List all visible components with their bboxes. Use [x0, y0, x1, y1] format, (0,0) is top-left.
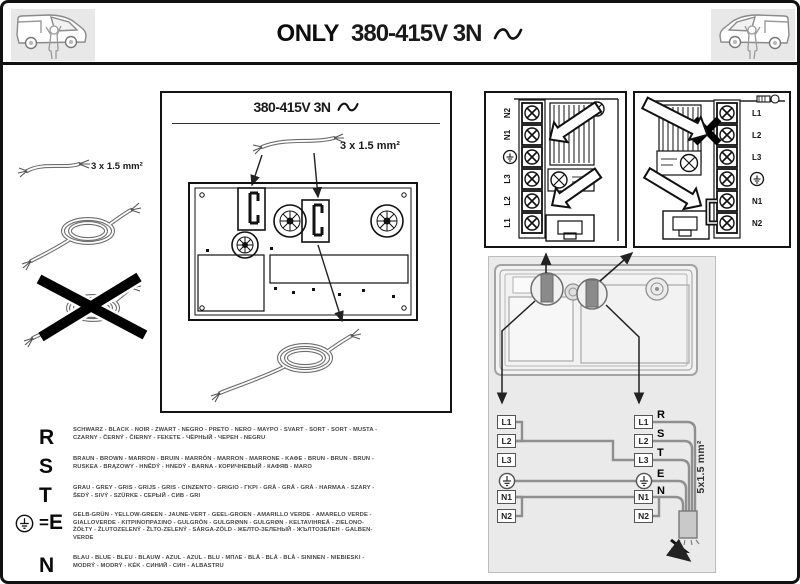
- supply-cable: [253, 134, 344, 154]
- terminal-label: L3: [752, 153, 762, 162]
- phase-label-T: T: [657, 447, 664, 459]
- color-names: BLAU - BLUE - BLEU - BLAUW - AZUL - AZUL - BLU - ΜΠΛΕ - BLÅ - BLÅ - BLÅ - SININEN - NIEBIESKI - MODRÝ - MODRÝ - KÉK - СИНИЙ - СИН - ALBASTRU: [73, 555, 365, 569]
- terminal-label: L1: [752, 109, 762, 118]
- title-voltage: 380-415V 3N: [351, 20, 482, 47]
- phase-label-R: R: [657, 409, 665, 421]
- phase-label-N: N: [657, 485, 665, 497]
- appliance-gray-drawing: [495, 265, 697, 375]
- earth-icon: [504, 151, 517, 164]
- color-key: S: [39, 455, 54, 478]
- terminal-box-1: [238, 188, 265, 230]
- color-key: R: [39, 426, 55, 449]
- junction-left-terminal-N1: N1: [497, 490, 516, 504]
- arrow-to-box1: [252, 155, 262, 185]
- left-cable-size-label: 3 x 1.5 mm²: [91, 161, 143, 172]
- junction-right-terminal-L3: L3: [634, 453, 653, 467]
- mains-cable-end: [677, 511, 699, 545]
- terminal-label: L2: [752, 131, 762, 140]
- cable-clamp: [546, 215, 594, 241]
- fan-motor-right: [371, 205, 403, 237]
- equals-sign: =: [39, 513, 49, 532]
- arrow-to-box2: [314, 153, 318, 197]
- junction-drawing: [489, 257, 717, 574]
- junction-right-terminal-L2: L2: [634, 434, 653, 448]
- terminal-detail-panel-left: [484, 91, 627, 248]
- center-cable-size-label: 3 x 1.5 mm²: [340, 140, 400, 152]
- earth-icon: [15, 514, 34, 533]
- center-install-panel: [160, 91, 452, 413]
- prohibited-x-icon: [39, 277, 145, 337]
- earth-icon: [498, 472, 516, 490]
- title-only: ONLY: [276, 20, 340, 47]
- wire-color-table: [9, 427, 471, 584]
- color-row-N: [9, 555, 471, 584]
- coiled-cable-figure: [22, 203, 141, 270]
- header: [3, 3, 797, 65]
- junction-right-terminal-N1: N1: [634, 490, 653, 504]
- center-voltage-label: 380-415V 3N: [253, 99, 331, 115]
- phase-label-S: S: [657, 428, 665, 440]
- terminal-block-drawing: [486, 93, 625, 246]
- terminal-label: L1: [503, 218, 512, 228]
- color-names: SCHWARZ - BLACK - NOIR - ZWART - NEGRO - PRETO - NERO - ΜΑΥΡΟ - SVART - SORT - SORT - MUSTA - CZARNY - ČERNÝ - ČIERNY - FEKETE - ЧЁРНЫЙ - ЧЕРЕН - NEGRU: [73, 427, 378, 441]
- center-panel-title: [162, 99, 450, 115]
- terminal-label: N1: [752, 197, 763, 206]
- color-names: BRAUN - BROWN - MARRON - BRUIN - MARRÓN - MARRON - MARRONE - ΚΑΦΕ - BRUN - BRUN - BRUN - RUSKEA - BRĄZOWY - HNĚDÝ - HNEDÝ - BARNA - КОРИЧНЕВЫЙ - КАФЯВ - MARO: [73, 456, 374, 470]
- color-key: T: [39, 484, 52, 507]
- color-row-T: [9, 485, 471, 512]
- crossed-cable-figure: [24, 277, 145, 347]
- color-row-E: [9, 512, 471, 555]
- relay-box: [657, 151, 701, 175]
- color-key: E: [48, 511, 63, 534]
- junction-left-terminal-L1: L1: [497, 415, 516, 429]
- color-row-S: [9, 456, 471, 485]
- straight-cable-figure: [18, 160, 90, 177]
- terminal-label: L3: [503, 174, 512, 184]
- junction-panel: [488, 256, 716, 573]
- color-key: N: [39, 554, 55, 577]
- terminal-label: N1: [503, 129, 512, 141]
- terminal-detail-panel-right: [633, 91, 791, 248]
- junction-left-terminal-L3: L3: [497, 453, 516, 467]
- terminal-label: L2: [503, 196, 512, 206]
- earth-icon: [751, 173, 764, 186]
- mains-cable-size-label: 5x1.5 mm²: [695, 440, 707, 494]
- color-row-R: [9, 427, 471, 456]
- page-title: [3, 3, 797, 65]
- title-rule: [172, 123, 440, 124]
- earth-icon: [635, 472, 653, 490]
- fan-motor-small: [232, 232, 258, 258]
- appliance-underside-drawing: [162, 125, 450, 413]
- junction-right-terminal-L1: L1: [634, 415, 653, 429]
- terminal-block-drawing: [635, 93, 789, 246]
- color-names: GRAU - GREY - GRIS - GRIJS - GRIS - CINZENTO - GRIGIO - ΓΚΡΙ - GRÅ - GRÅ - GRÅ - HARMAA - SZARY - ŠEDÝ - SIVÝ - SZÜRKE - СЕРЫЙ - СИВ - GRI: [73, 485, 375, 499]
- screw-bolt-icon: [757, 95, 779, 103]
- cable-clamp: [663, 211, 709, 239]
- mains-lightning-icon: [671, 540, 689, 560]
- output-cable-coil: [211, 329, 361, 402]
- sine-wave-icon: [493, 25, 523, 43]
- wiring-wires: [514, 422, 695, 516]
- junction-left-terminal-L2: L2: [497, 434, 516, 448]
- phase-label-E: E: [657, 468, 665, 480]
- terminal-label: N2: [503, 107, 512, 119]
- junction-left-terminal-N2: N2: [497, 509, 516, 523]
- color-names: GELB-GRÜN - YELLOW-GREEN - JAUNE-VERT - GEEL-GROEN - AMARILLO VERDE - AMARELO VERDE - GIALLOVERDE - ΚΙΤΡΙΝΟΠΡΑΣΙΝΟ - GULGRÖN - GULGRØNN - GULGRØN - KELTAVIHREÄ - ZIELONO-ŻÓŁTY - ŽLUTOZELENÝ - ŽLTO-ZELENÝ - SÁRGA-ZÖLD - ЖЕЛТО-ЗЕЛЕНЫЙ - ЖЪЛТОЗЕЛЕН - GALBEN-VERDE: [73, 512, 373, 541]
- junction-right-terminal-N2: N2: [634, 509, 653, 523]
- sine-wave-icon: [337, 100, 359, 114]
- terminal-label: N2: [752, 219, 763, 228]
